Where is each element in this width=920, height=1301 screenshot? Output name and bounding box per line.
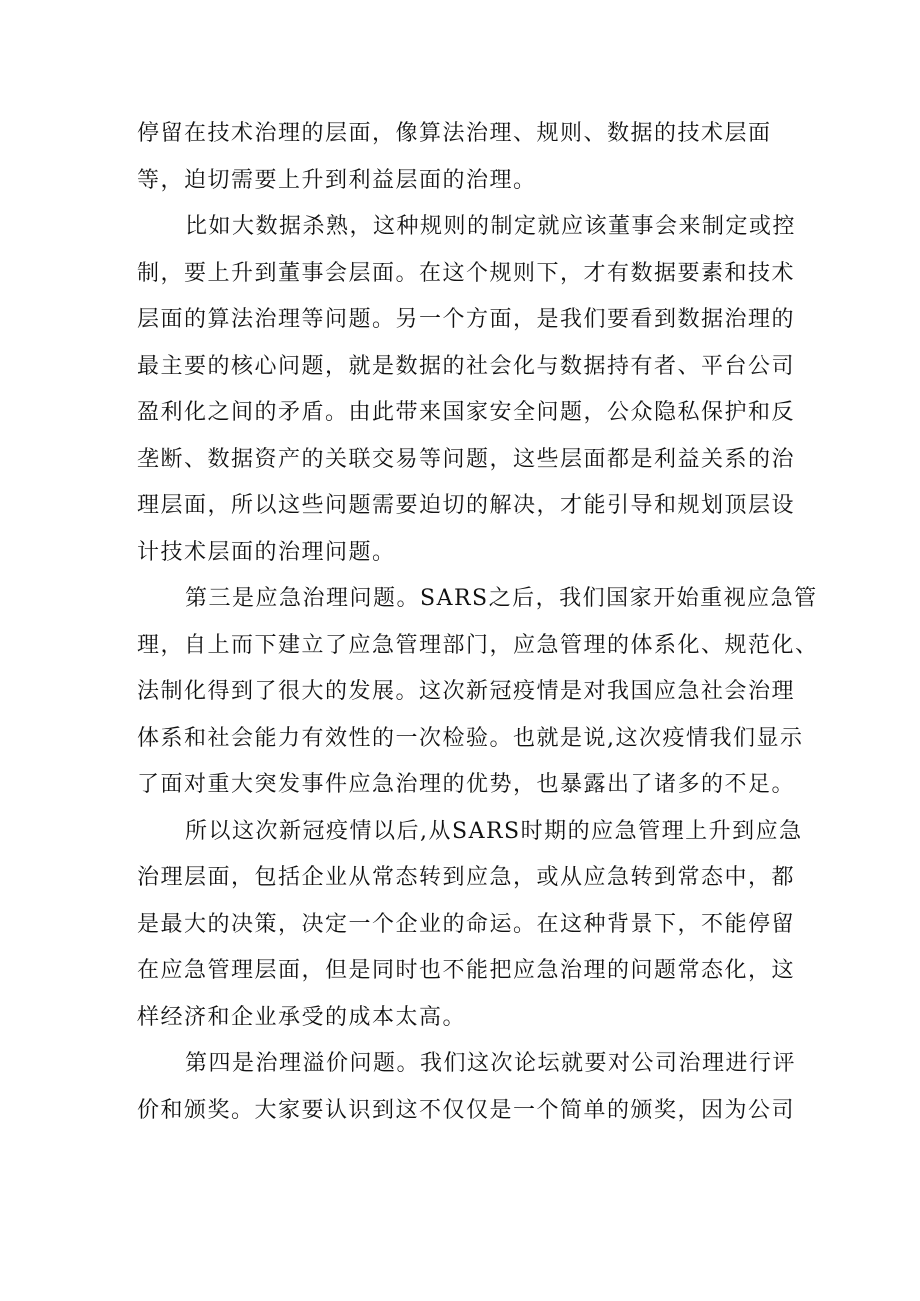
text-line: 治理层面，包括企业从常态转到应急，或从应急转到常态中，都 xyxy=(137,865,796,890)
text-line: 价和颁奖。大家要认识到这不仅仅是一个简单的颁奖，因为公司 xyxy=(137,1097,796,1123)
text-line: 了面对重大突发事件应急治理的优势，也暴露出了诸多的不足。 xyxy=(137,772,796,797)
text-line: 比如大数据杀熟，这种规则的制定就应该董事会来制定或控 xyxy=(185,214,797,239)
text-line: 层面的算法治理等问题。另一个方面，是我们要看到数据治理的 xyxy=(137,307,796,332)
text-line: 样经济和企业承受的成本太高。 xyxy=(137,1004,467,1030)
text-line: 法制化得到了很大的发展。这次新冠疫情是对我国应急社会治理 xyxy=(137,679,796,704)
text-line: 最主要的核心问题，就是数据的社会化与数据持有者、平台公司 xyxy=(137,353,796,379)
text-line: 停留在技术治理的层面，像算法治理、规则、数据的技术层面 xyxy=(137,121,772,146)
text-line: 所以这次新冠疫情以后,从SARS时期的应急管理上升到应急 xyxy=(185,818,803,844)
text-line: 制，要上升到董事会层面。在这个规则下，才有数据要素和技术 xyxy=(137,260,796,286)
text-line: 计技术层面的治理问题。 xyxy=(137,539,396,565)
text-line: 体系和社会能力有效性的一次检验。也就是说,这次疫情我们显示 xyxy=(137,725,804,751)
body-text xyxy=(137,111,819,1134)
text-line: 第三是应急治理问题。SARS之后，我们国家开始重视应急管 xyxy=(185,586,818,611)
text-line: 等，迫切需要上升到利益层面的治理。 xyxy=(137,167,537,193)
text-line: 垄断、数据资产的关联交易等问题，这些层面都是利益关系的治 xyxy=(137,446,796,472)
text-line: 在应急管理层面，但是同时也不能把应急治理的问题常态化，这 xyxy=(137,958,796,983)
text-line: 理层面，所以这些问题需要迫切的解决，才能引导和规划顶层设 xyxy=(137,493,796,518)
text-line: 是最大的决策，决定一个企业的命运。在这种背景下，不能停留 xyxy=(137,911,796,937)
text-line: 理，自上而下建立了应急管理部门，应急管理的体系化、规范化、 xyxy=(137,632,819,658)
text-line: 第四是治理溢价问题。我们这次论坛就要对公司治理进行评 xyxy=(185,1051,797,1076)
text-line: 盈利化之间的矛盾。由此带来国家安全问题，公众隐私保护和反 xyxy=(137,400,796,425)
